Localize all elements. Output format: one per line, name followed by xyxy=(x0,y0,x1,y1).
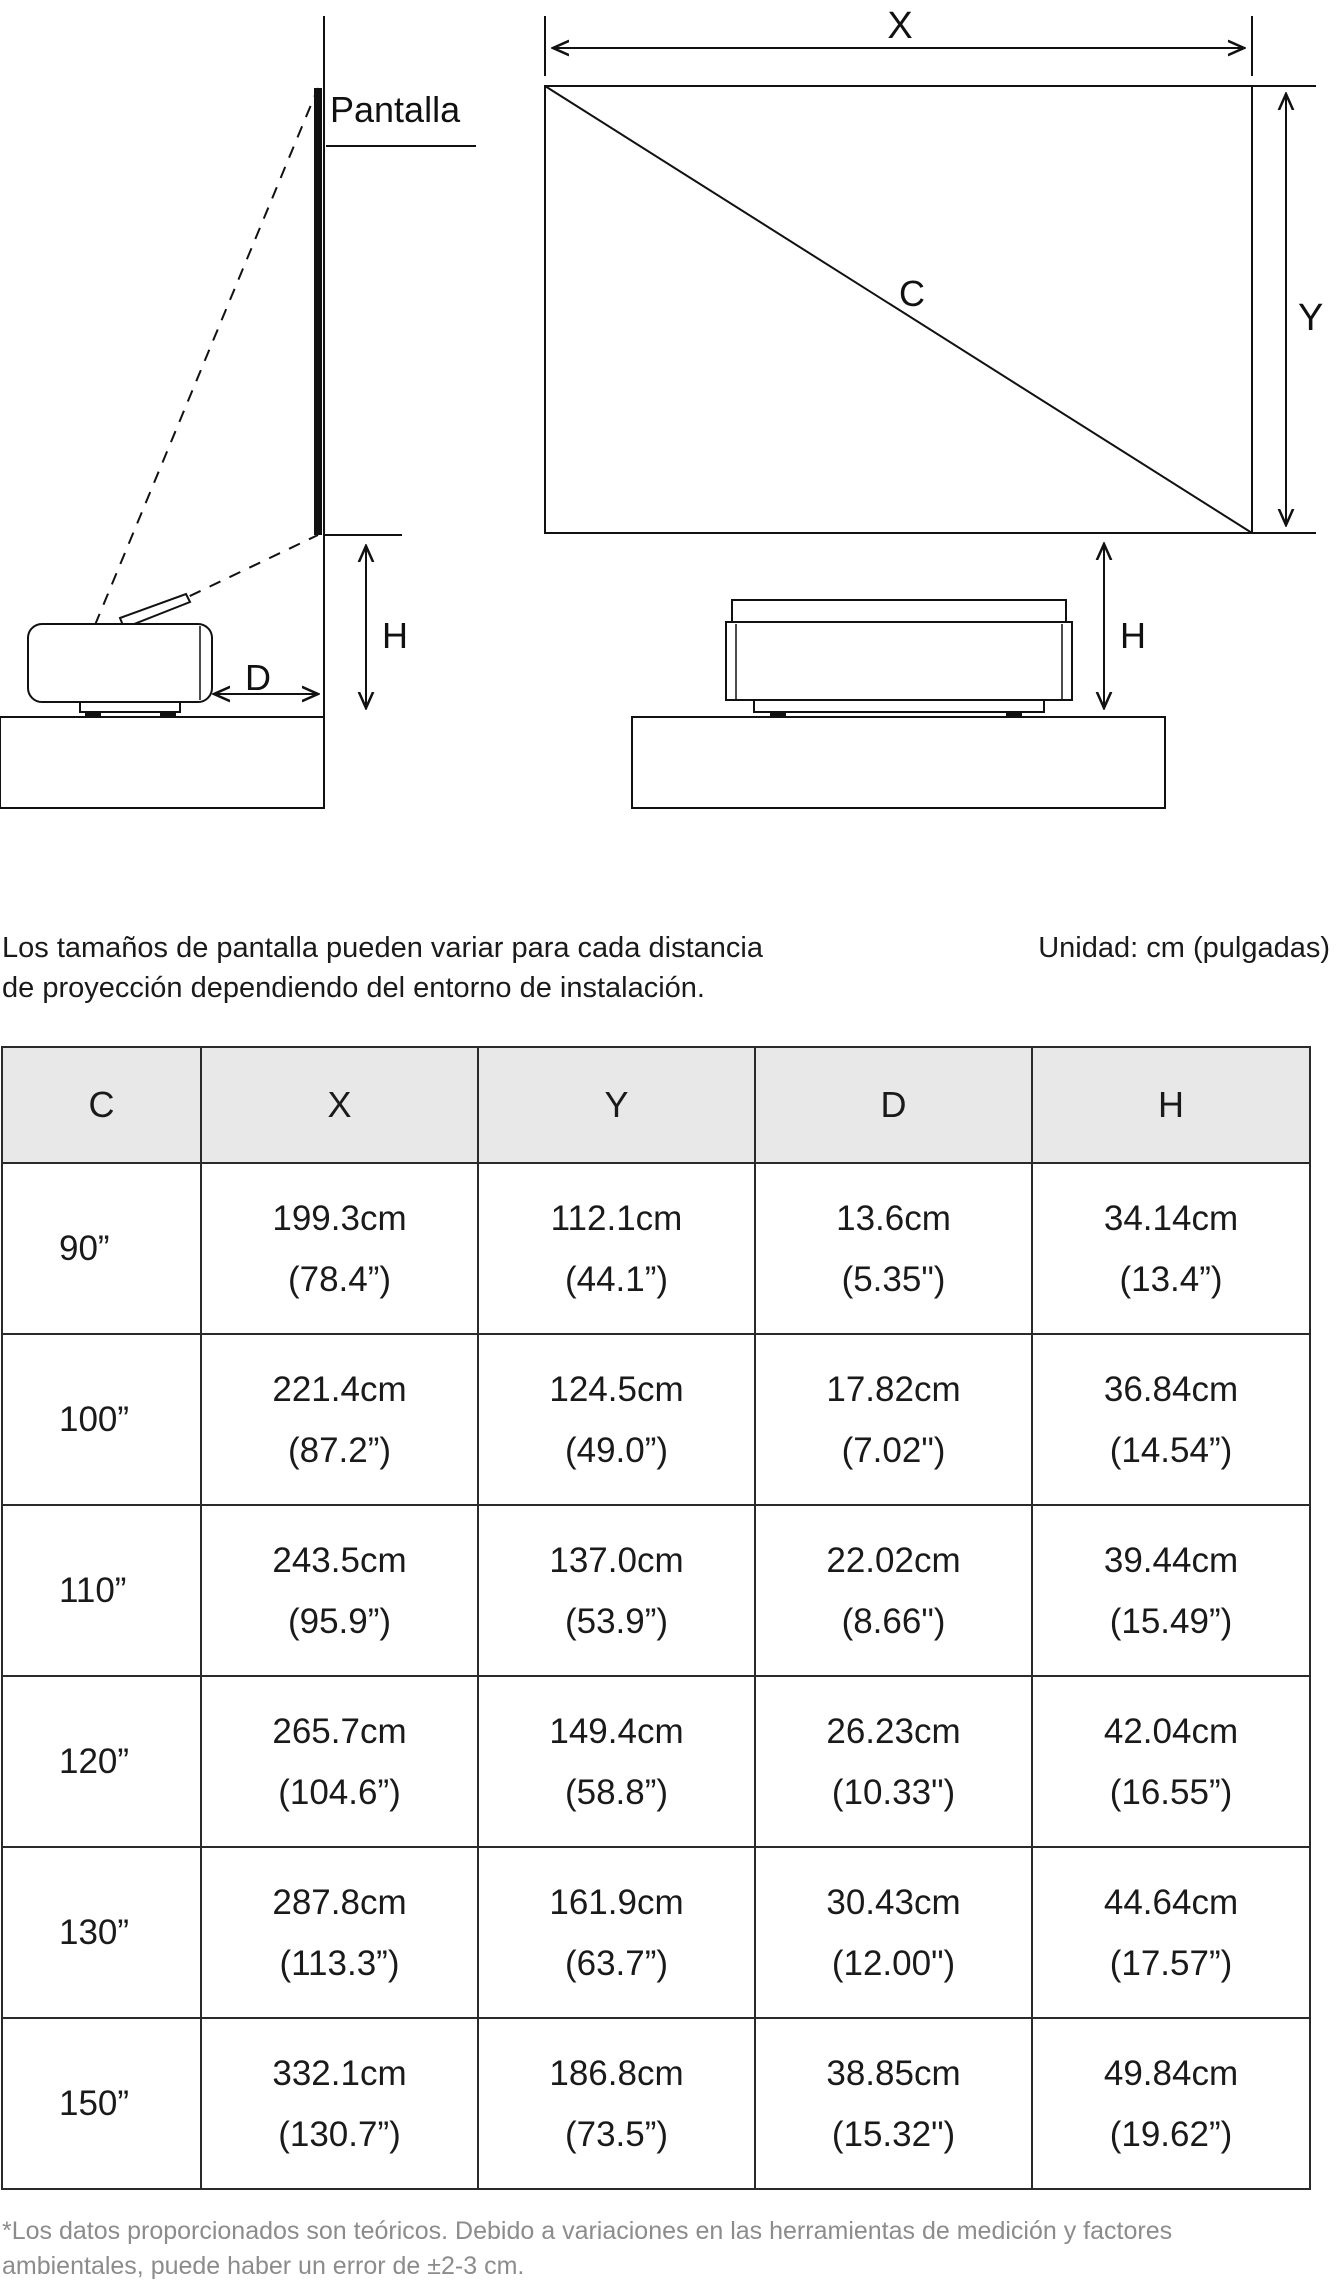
cell-d-cm: 22.02cm xyxy=(826,1540,961,1580)
cell-h xyxy=(1032,1334,1310,1505)
cell-h-in: (16.55”) xyxy=(1109,1772,1233,1812)
cell-d xyxy=(755,1676,1032,1847)
projection-ray-top xyxy=(95,88,318,625)
header-x: X xyxy=(201,1047,478,1163)
installation-note-line-2: de proyección dependiendo del entorno de instalación. xyxy=(2,972,705,1004)
cell-h-cm: 42.04cm xyxy=(1103,1711,1239,1751)
cell-d-in: (15.32") xyxy=(831,2114,956,2154)
cell-x-cm: 265.7cm xyxy=(272,1711,407,1751)
header-y: Y xyxy=(478,1047,755,1163)
cell-x-cm: 221.4cm xyxy=(272,1369,407,1409)
cell-h-cm: 34.14cm xyxy=(1103,1198,1239,1238)
cell-d-cm: 26.23cm xyxy=(826,1711,961,1751)
cell-y-cm: 149.4cm xyxy=(549,1711,684,1751)
footnote-line-1: *Los datos proporcionados son teóricos. Debido a variaciones en las herramientas de medición y factores xyxy=(2,2217,1173,2245)
cell-y-cm: 137.0cm xyxy=(549,1540,684,1580)
cell-x-in: (87.2”) xyxy=(287,1430,392,1470)
cell-y-in: (58.8”) xyxy=(564,1772,669,1812)
cell-y-in: (73.5”) xyxy=(564,2114,669,2154)
cell-x-in: (113.3”) xyxy=(279,1943,400,1983)
table-row xyxy=(2,1847,1310,2018)
cell-x-in: (78.4”) xyxy=(287,1259,392,1299)
furniture-box xyxy=(0,717,324,808)
front-furniture-box xyxy=(632,717,1165,808)
table-row xyxy=(2,1163,1310,1334)
cell-d xyxy=(755,1334,1032,1505)
cell-c: 90” xyxy=(2,1163,201,1334)
table-row xyxy=(2,2018,1310,2189)
distance-label: D xyxy=(245,657,271,698)
cell-h-in: (19.62”) xyxy=(1109,2114,1233,2154)
table-header-row xyxy=(2,1047,1310,1163)
cell-h xyxy=(1032,1163,1310,1334)
projector-front-icon xyxy=(726,600,1072,717)
cell-y-in: (49.0”) xyxy=(564,1430,669,1470)
cell-x xyxy=(201,2018,478,2189)
cell-d-in: (5.35") xyxy=(841,1259,946,1299)
cell-d-cm: 17.82cm xyxy=(826,1369,961,1409)
footnote-line-2: ambientales, puede haber un error de ±2-3 cm. xyxy=(2,2252,525,2280)
cell-h-cm: 49.84cm xyxy=(1103,2053,1239,2093)
cell-c: 110” xyxy=(2,1505,201,1676)
cell-y xyxy=(478,1847,755,2018)
diagonal-label: C xyxy=(899,273,925,314)
cell-h xyxy=(1032,1505,1310,1676)
cell-x xyxy=(201,1163,478,1334)
installation-note xyxy=(2,928,902,1008)
cell-h-cm: 36.84cm xyxy=(1103,1369,1239,1409)
cell-y xyxy=(478,1334,755,1505)
screen-size-table xyxy=(1,1046,1311,2190)
cell-y-cm: 186.8cm xyxy=(549,2053,684,2093)
cell-h-in: (14.54”) xyxy=(1109,1430,1233,1470)
installation-note-line-1: Los tamaños de pantalla pueden variar para cada distancia xyxy=(2,932,763,964)
cell-x-in: (95.9”) xyxy=(287,1601,392,1641)
header-c: C xyxy=(2,1047,201,1163)
projector-side-icon xyxy=(28,594,212,717)
cell-c: 150” xyxy=(2,2018,201,2189)
installation-diagram xyxy=(0,0,1336,830)
width-label: X xyxy=(887,5,913,47)
cell-d xyxy=(755,1505,1032,1676)
cell-d xyxy=(755,2018,1032,2189)
cell-d-in: (7.02") xyxy=(841,1430,946,1470)
cell-h-cm: 39.44cm xyxy=(1103,1540,1239,1580)
cell-y-cm: 161.9cm xyxy=(549,1882,684,1922)
header-h: H xyxy=(1032,1047,1310,1163)
cell-x-in: (104.6”) xyxy=(278,1772,401,1812)
cell-x-cm: 199.3cm xyxy=(272,1198,407,1238)
cell-y xyxy=(478,1163,755,1334)
cell-h-in: (15.49”) xyxy=(1109,1601,1233,1641)
cell-d xyxy=(755,1163,1032,1334)
cell-y xyxy=(478,1676,755,1847)
cell-d-cm: 30.43cm xyxy=(826,1882,961,1922)
cell-d-cm: 38.85cm xyxy=(826,2053,961,2093)
cell-x xyxy=(201,1505,478,1676)
unit-note: Unidad: cm (pulgadas) xyxy=(1038,932,1330,964)
table-row xyxy=(2,1334,1310,1505)
cell-x-cm: 332.1cm xyxy=(272,2053,407,2093)
cell-y xyxy=(478,1505,755,1676)
cell-y-cm: 112.1cm xyxy=(550,1198,683,1238)
cell-h-in: (17.57”) xyxy=(1109,1943,1233,1983)
cell-x-cm: 243.5cm xyxy=(272,1540,407,1580)
cell-x xyxy=(201,1334,478,1505)
height-label-side: H xyxy=(382,615,408,656)
side-view xyxy=(0,16,476,808)
cell-y-in: (53.9”) xyxy=(564,1601,669,1641)
cell-x xyxy=(201,1676,478,1847)
cell-x-cm: 287.8cm xyxy=(272,1882,407,1922)
cell-d-in: (12.00") xyxy=(831,1943,956,1983)
cell-c: 120” xyxy=(2,1676,201,1847)
cell-d-in: (8.66") xyxy=(841,1601,946,1641)
cell-h xyxy=(1032,1847,1310,2018)
screen-height-label: Y xyxy=(1298,297,1324,339)
table-row xyxy=(2,1505,1310,1676)
front-view xyxy=(545,5,1323,808)
cell-y-in: (44.1”) xyxy=(564,1259,669,1299)
cell-d-in: (10.33") xyxy=(831,1772,956,1812)
cell-y xyxy=(478,2018,755,2189)
cell-c: 100” xyxy=(2,1334,201,1505)
mount-height-label: H xyxy=(1120,615,1146,656)
disclaimer-footnote xyxy=(2,2214,1262,2284)
screen-label: Pantalla xyxy=(330,89,461,130)
cell-h xyxy=(1032,1676,1310,1847)
cell-x xyxy=(201,1847,478,2018)
cell-c: 130” xyxy=(2,1847,201,2018)
cell-y-in: (63.7”) xyxy=(564,1943,669,1983)
table-row xyxy=(2,1676,1310,1847)
cell-h-cm: 44.64cm xyxy=(1103,1882,1239,1922)
header-d: D xyxy=(755,1047,1032,1163)
cell-y-cm: 124.5cm xyxy=(549,1369,684,1409)
cell-d xyxy=(755,1847,1032,2018)
cell-d-cm: 13.6cm xyxy=(836,1198,951,1238)
cell-h-in: (13.4”) xyxy=(1119,1259,1223,1299)
cell-x-in: (130.7”) xyxy=(278,2114,401,2154)
cell-h xyxy=(1032,2018,1310,2189)
